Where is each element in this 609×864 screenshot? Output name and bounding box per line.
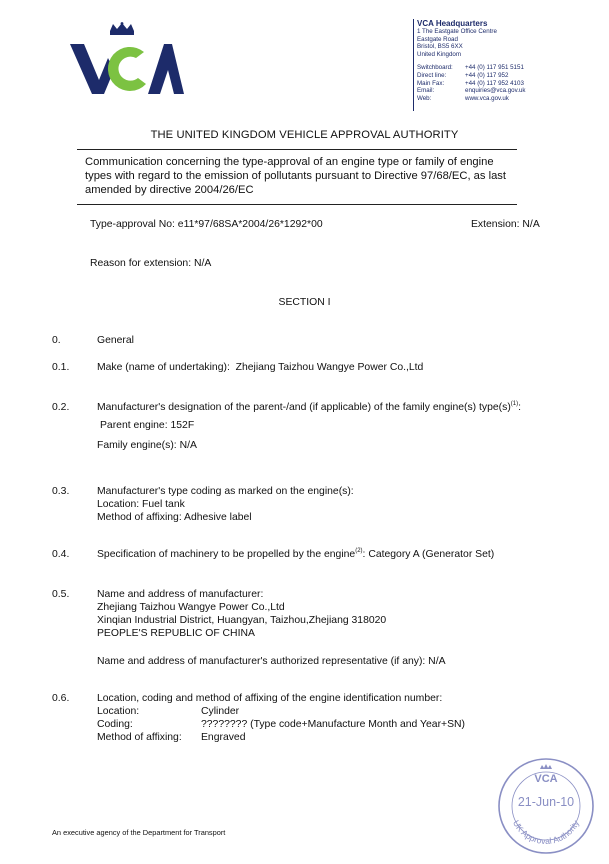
- item-number: 0.6.: [52, 693, 70, 704]
- footer-text: An executive agency of the Department for Transport: [52, 828, 226, 837]
- contact-web[interactable]: Web: www.vca.gov.uk: [417, 94, 509, 102]
- contact-direct-line: Direct line: +44 (0) 117 952: [417, 71, 509, 79]
- item-general: General: [97, 335, 134, 346]
- item-number: 0.2.: [52, 402, 70, 413]
- approval-stamp: [496, 756, 596, 856]
- coding-method: Method of affixing: Adhesive label: [97, 512, 252, 523]
- item-machinery: Specification of machinery to be propelled by the engine$^{(2)}$: Category A (Generator Set): [97, 548, 495, 560]
- address-line: United Kingdom: [417, 50, 462, 58]
- family-engine: Family engine(s): N/A: [97, 440, 197, 451]
- address-line: Bristol, BS5 6XX: [417, 43, 463, 51]
- id-row-label: Method of affixing:: [97, 732, 182, 743]
- contact-email[interactable]: Email: enquiries@vca.gov.uk: [417, 87, 526, 95]
- reason-for-extension: Reason for extension: N/A: [90, 258, 212, 269]
- parent-engine: Parent engine: 152F: [100, 420, 195, 431]
- manufacturer-line: Xinqian Industrial District, Huangyan, Taizhou,Zhejiang 318020: [97, 615, 387, 626]
- vca-logo: [68, 22, 184, 100]
- stamp-date: 21-Jun-10: [517, 795, 575, 809]
- svg-text:VCA: VCA: [534, 773, 558, 785]
- extension: Extension: N/A: [471, 219, 540, 230]
- crown-icon: [110, 22, 134, 35]
- address-line: 1 The Eastgate Office Centre: [417, 28, 497, 35]
- coding-location: Location: Fuel tank: [97, 499, 185, 510]
- item-number: 0.5.: [52, 589, 70, 600]
- type-approval-number: Type-approval No: e11*97/68SA*2004/26*1292*00: [90, 219, 323, 230]
- id-row-label: Coding:: [97, 719, 133, 730]
- item-identification: Location, coding and method of affixing of the engine identification number:: [97, 693, 443, 704]
- id-row-value: ???????? (Type code+Manufacture Month and Year+SN): [201, 719, 465, 730]
- item-number: 0.1.: [52, 362, 70, 373]
- divider: [77, 149, 517, 150]
- item-number: 0.: [52, 335, 61, 346]
- hq-address-block: [417, 19, 597, 102]
- authority-title: THE UNITED KINGDOM VEHICLE APPROVAL AUTHORITY: [150, 129, 459, 141]
- id-row-label: Location:: [97, 706, 140, 717]
- id-row-value: Cylinder: [201, 706, 240, 717]
- id-row-value: Engraved: [201, 732, 246, 743]
- communication-text: Communication concerning the type-approval of an engine type or family of engine types with regard to the emission of pollutants pursuant to Directive 97/68/EC, as last amended by directive 2004/26/EC: [85, 156, 506, 196]
- authorized-representative: Name and address of manufacturer's authorized representative (if any): N/A: [97, 656, 446, 667]
- divider: [77, 204, 517, 205]
- item-designation: Manufacturer's designation of the parent-/and (if applicable) of the family engine(s) $type(s)^{(1)}$:: [97, 401, 522, 413]
- item-number: 0.4.: [52, 549, 70, 560]
- manufacturer-line: Zhejiang Taizhou Wangye Power Co.,Ltd: [97, 602, 285, 613]
- stamp-logo-icon: [534, 764, 557, 785]
- contact-fax: Main Fax: +44 (0) 117 952 4103: [417, 79, 524, 87]
- hq-title: VCA Headquarters: [417, 19, 488, 28]
- item-manufacturer: Name and address of manufacturer:: [97, 589, 264, 600]
- section-title: SECTION I: [278, 297, 331, 308]
- item-number: 0.3.: [52, 486, 70, 497]
- stamp-ring-text: UK Approval Authority: [511, 818, 581, 847]
- item-type-coding: Manufacturer's type coding as marked on the engine(s):: [97, 486, 354, 497]
- manufacturer-line: PEOPLE'S REPUBLIC OF CHINA: [97, 628, 255, 639]
- contact-switchboard: Switchboard: +44 (0) 117 951 5151: [417, 64, 524, 72]
- item-make: Make (name of undertaking): Zhejiang Taizhou Wangye Power Co.,Ltd: [97, 362, 424, 373]
- logo-text: VCA: [68, 22, 71, 23]
- address-line: Eastgate Road: [417, 35, 458, 43]
